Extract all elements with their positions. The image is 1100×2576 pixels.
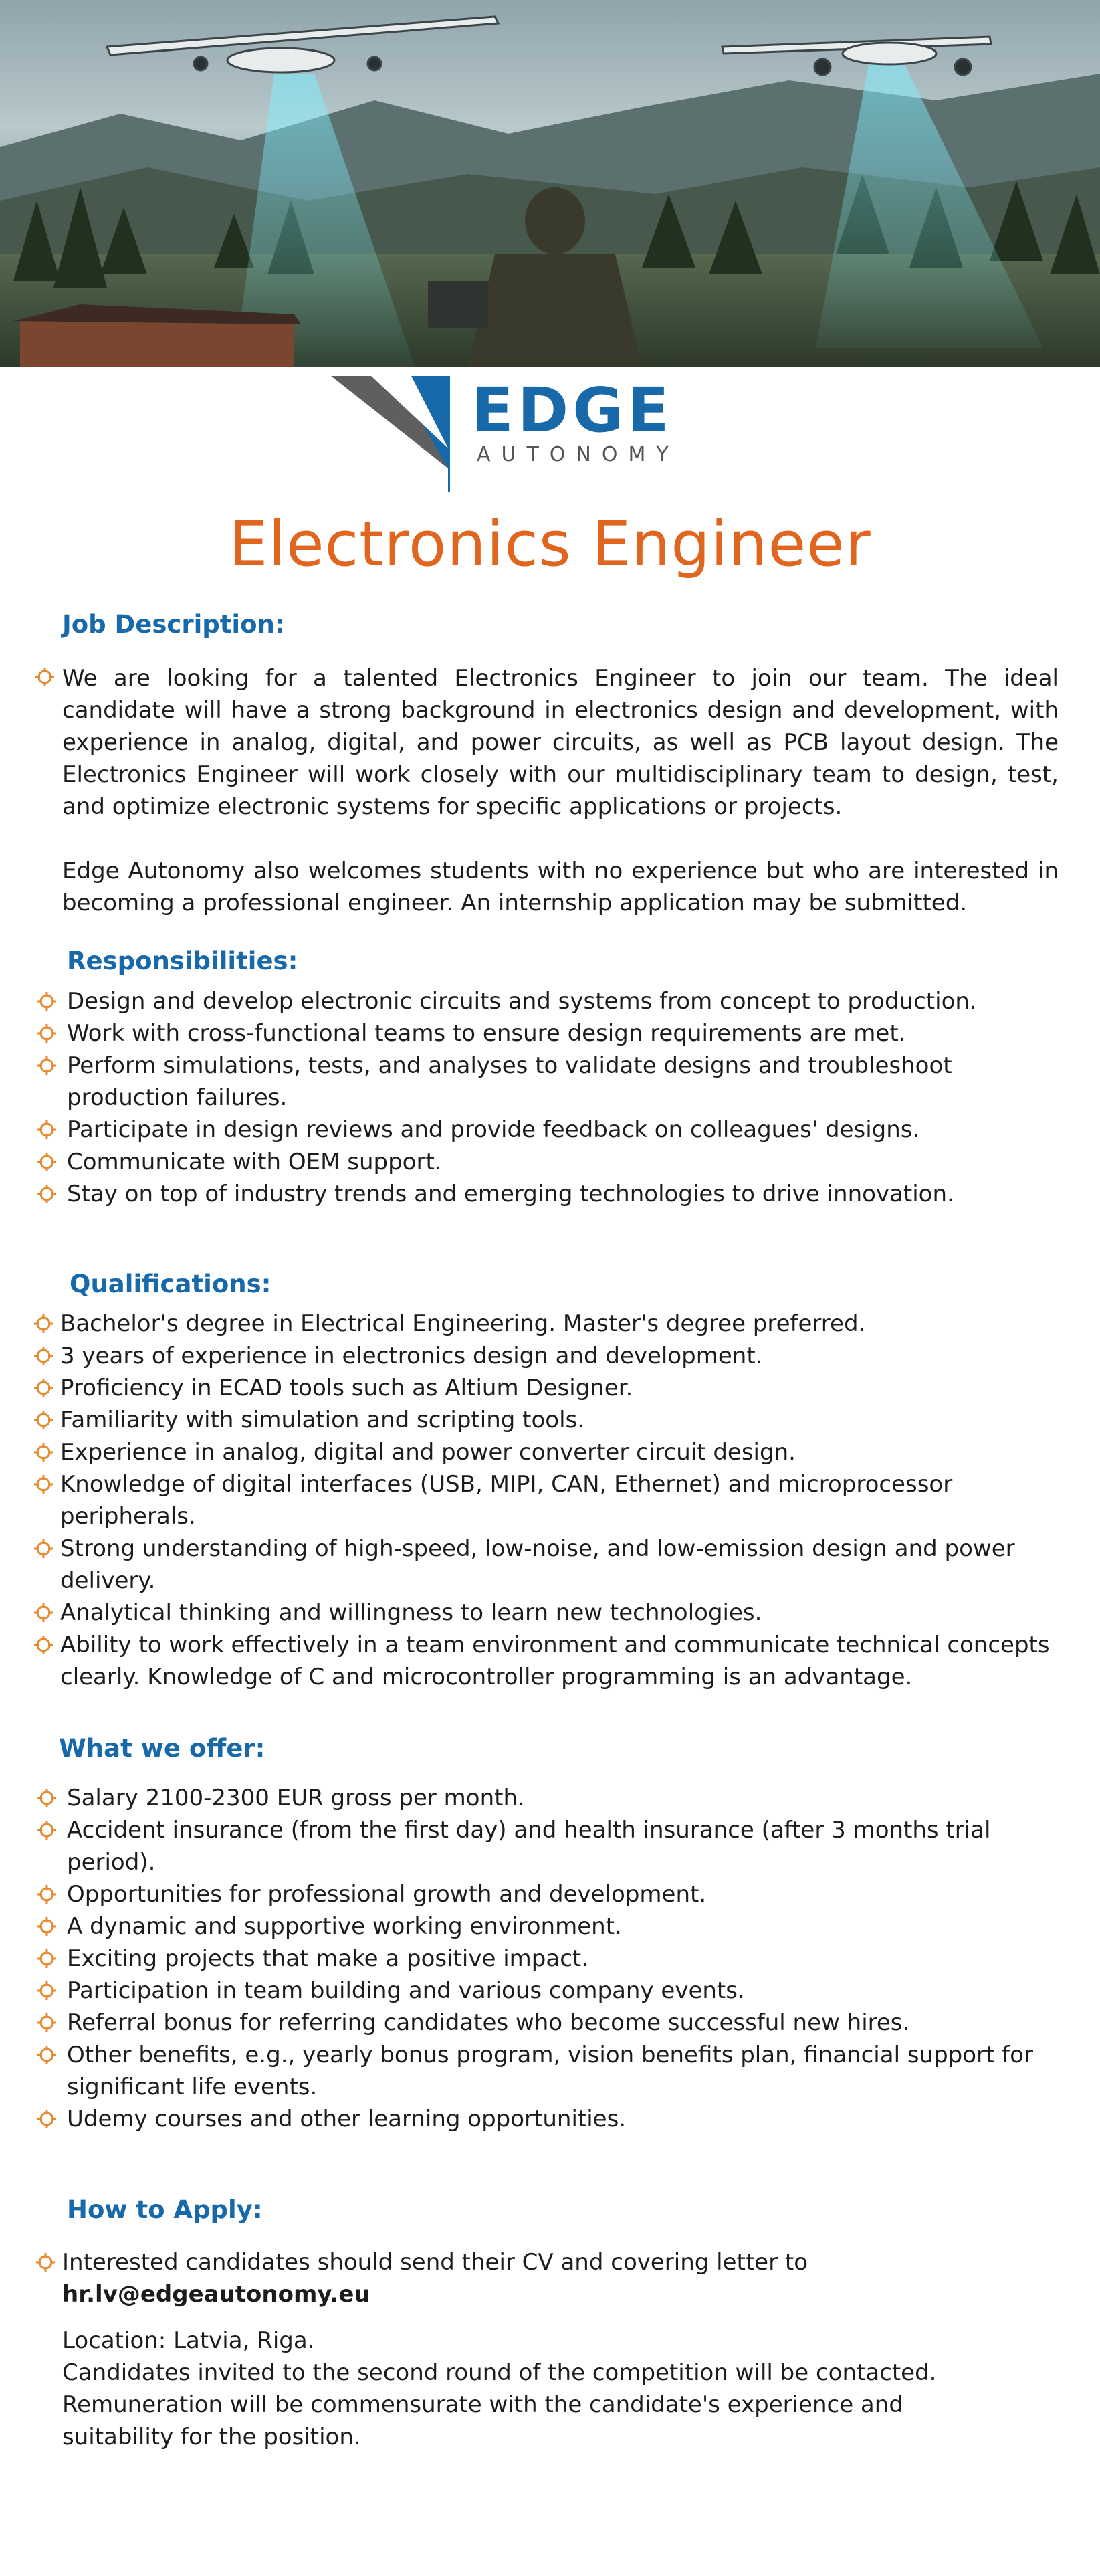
list-item: A dynamic and supportive working environment. [67,1913,622,1940]
list-item: Familiarity with simulation and scripting tools. [60,1407,585,1433]
job-title: Electronics Engineer [229,508,871,580]
crosshair-bullet-icon [37,1120,57,1140]
crosshair-bullet-icon [33,1410,53,1430]
list-item: Experience in analog, digital and power converter circuit design. [60,1439,796,1466]
list-item: Ability to work effectively in a team environment and communicate technical concepts clearly. Knowledge of C and microcontroller programming is an advantage. [60,1631,1050,1690]
job-description-paragraph-2: Edge Autonomy also welcomes students with no experience but who are interested in becoming a professional engineer. An internship application may be submitted. [62,858,1059,916]
list-item: Accident insurance (from the first day) and health insurance (after 3 months trial period). [67,1817,991,1876]
hero-image [0,0,1100,367]
crosshair-bullet-icon [33,1378,53,1398]
crosshair-bullet-icon [37,1788,57,1808]
crosshair-bullet-icon [37,1916,57,1937]
crosshair-bullet-icon [37,1056,57,1076]
crosshair-bullet-icon [33,1474,53,1494]
list-item: Analytical thinking and willingness to learn new technologies. [60,1599,762,1626]
crosshair-bullet-icon [33,1314,53,1334]
list-item: Work with cross-functional teams to ensure design requirements are met. [67,1020,906,1047]
crosshair-bullet-icon [37,1023,57,1044]
crosshair-bullet-icon [35,667,55,687]
list-item: Udemy courses and other learning opportunities. [67,2106,627,2133]
apply-line-2: Candidates invited to the second round of the competition will be contacted. [62,2359,937,2386]
crosshair-bullet-icon [37,1884,57,1904]
crosshair-bullet-icon [37,2045,57,2065]
crosshair-bullet-icon [37,2109,57,2129]
crosshair-bullet-icon [37,1184,57,1204]
job-description-paragraph-1: We are looking for a talented Electronics Engineer to join our team. The ideal candidate will have a strong background in electronics design and development, with experience in analog, digital, and power circuits, as well as PCB layout design. The Electronics Engineer will work closely with our multidisciplinary team to design, test, and optimize electronic systems for specific applications or projects. [62,665,1059,820]
list-item: Participate in design reviews and provide feedback on colleagues' designs. [67,1116,920,1143]
list-item: Strong understanding of high-speed, low-noise, and low-emission design and power delivery. [60,1535,1015,1594]
crosshair-bullet-icon [37,2013,57,2033]
job-description-heading: Job Description: [62,610,285,639]
list-item: Other benefits, e.g., yearly bonus program, vision benefits plan, financial support for significant life events. [67,2042,1033,2100]
list-item: Bachelor's degree in Electrical Engineering. Master's degree preferred. [60,1310,866,1337]
crosshair-bullet-icon [37,1981,57,2001]
list-item: Stay on top of industry trends and emerging technologies to drive innovation. [67,1181,954,1207]
crosshair-bullet-icon [37,1949,57,1969]
apply-email-link[interactable]: hr.lv@edgeautonomy.eu [62,2281,370,2308]
list-item: 3 years of experience in electronics design and development. [60,1343,763,1369]
list-item: Opportunities for professional growth and development. [67,1881,707,1908]
crosshair-bullet-icon [33,1635,53,1655]
crosshair-bullet-icon [37,1152,57,1172]
qualifications-heading: Qualifications: [70,1270,271,1298]
logo-wordmark: EDGE [471,375,673,446]
crosshair-bullet-icon [35,2252,56,2272]
offer-heading: What we offer: [59,1734,265,1763]
list-item: Exciting projects that make a positive impact. [67,1945,589,1972]
list-item: Communicate with OEM support. [67,1149,442,1175]
list-item: Knowledge of digital interfaces (USB, MIPI, CAN, Ethernet) and microprocessor peripherals. [60,1471,953,1530]
list-item: Design and develop electronic circuits and systems from concept to production. [67,988,977,1015]
crosshair-bullet-icon [37,991,57,1011]
apply-intro: Interested candidates should send their CV and covering letter to [62,2249,808,2276]
crosshair-bullet-icon [33,1346,53,1366]
crosshair-bullet-icon [33,1539,53,1559]
apply-location: Location: Latvia, Riga. [62,2327,315,2354]
list-item: Participation in team building and various company events. [67,1977,745,2004]
crosshair-bullet-icon [33,1603,53,1623]
crosshair-bullet-icon [37,1820,57,1840]
list-item: Perform simulations, tests, and analyses to validate designs and troubleshoot production failures. [67,1052,952,1111]
logo-tagline: AUTONOMY [477,443,679,466]
apply-line-3: Remuneration will be commensurate with the candidate's experience and suitability for the position. [62,2391,903,2450]
list-item: Salary 2100-2300 EUR gross per month. [67,1785,525,1811]
crosshair-bullet-icon [33,1442,53,1462]
apply-heading: How to Apply: [67,2195,263,2224]
responsibilities-heading: Responsibilities: [67,947,298,975]
edge-autonomy-logo [331,368,739,495]
list-item: Referral bonus for referring candidates who become successful new hires. [67,2009,910,2036]
list-item: Proficiency in ECAD tools such as Altium Designer. [60,1375,633,1401]
